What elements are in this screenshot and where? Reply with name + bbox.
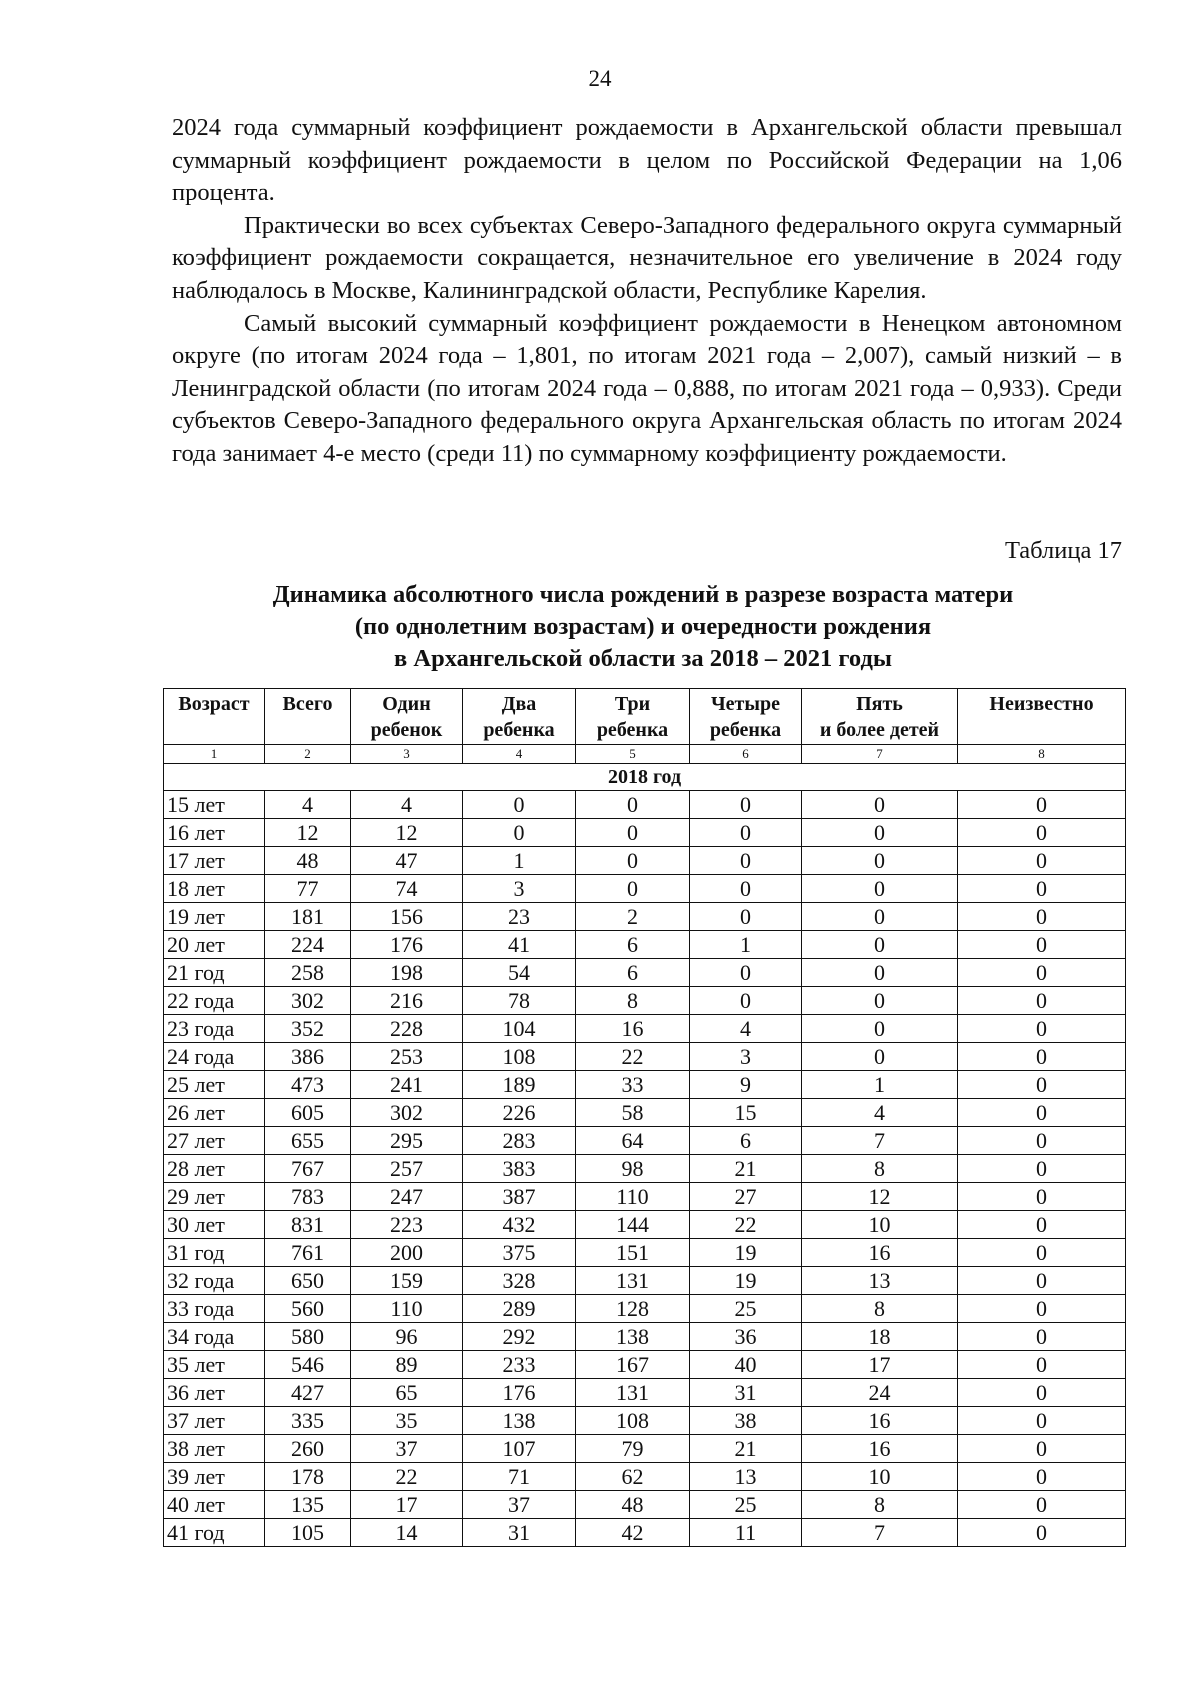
value-cell: 0 [576,875,690,903]
age-cell: 20 лет [164,931,265,959]
table-row [164,1519,1126,1547]
value-cell: 0 [958,987,1126,1015]
value-cell: 383 [463,1155,576,1183]
value-cell: 16 [802,1435,958,1463]
table-row [164,1379,1126,1407]
value-cell: 1 [690,931,802,959]
value-cell: 7 [802,1127,958,1155]
column-number: 3 [351,745,463,764]
value-cell: 387 [463,1183,576,1211]
paragraph-1: 2024 года суммарный коэффициент рождаемости в Архангельской области превышал суммарный коэффициент рождаемости в целом по Российской Федерации на 1,06 процента. [172,114,1122,207]
value-cell: 258 [265,959,351,987]
value-cell: 38 [690,1407,802,1435]
age-cell: 41 год [164,1519,265,1547]
value-cell: 181 [265,903,351,931]
value-cell: 65 [351,1379,463,1407]
value-cell: 37 [351,1435,463,1463]
value-cell: 546 [265,1351,351,1379]
column-header-line: ребенка [709,719,782,741]
value-cell: 110 [576,1183,690,1211]
column-header-line: ребенка [596,719,669,741]
value-cell: 0 [958,1043,1126,1071]
value-cell: 31 [690,1379,802,1407]
value-cell: 198 [351,959,463,987]
value-cell: 228 [351,1015,463,1043]
value-cell: 62 [576,1463,690,1491]
paragraph-3: Самый высокий суммарный коэффициент рождаемости в Ненецком автономном округе (по итогам 2024 года – 1,801, по итогам 2021 года – 2,007), самый низкий – в Ленинградской области (по итогам 2024 года – 0,888, по итогам 2021 года – 0,933). Среди субъектов Северо-Западного федерального округа Архангельская область по итогам 2024 года занимает 4-е место (среди 11) по суммарному коэффициенту рождаемости. [172,309,1122,467]
table-row [164,959,1126,987]
value-cell: 0 [690,847,802,875]
table-row [164,819,1126,847]
table-row [164,791,1126,819]
table-row [164,1491,1126,1519]
column-header [802,689,958,745]
value-cell: 98 [576,1155,690,1183]
value-cell: 151 [576,1239,690,1267]
value-cell: 8 [576,987,690,1015]
value-cell: 8 [802,1295,958,1323]
table-header-row [164,689,1126,745]
value-cell: 6 [576,931,690,959]
value-cell: 4 [802,1099,958,1127]
column-number: 5 [576,745,690,764]
value-cell: 4 [265,791,351,819]
value-cell: 0 [690,987,802,1015]
table-row [164,1463,1126,1491]
value-cell: 0 [958,1379,1126,1407]
value-cell: 18 [802,1323,958,1351]
value-cell: 19 [690,1239,802,1267]
age-cell: 36 лет [164,1379,265,1407]
value-cell: 0 [958,847,1126,875]
column-header [265,689,351,745]
column-header-line: Неизвестно [989,693,1094,715]
value-cell: 0 [958,1435,1126,1463]
value-cell: 110 [351,1295,463,1323]
value-cell: 0 [958,1463,1126,1491]
age-cell: 21 год [164,959,265,987]
value-cell: 253 [351,1043,463,1071]
table-row [164,1015,1126,1043]
table-row [164,1239,1126,1267]
value-cell: 0 [958,903,1126,931]
value-cell: 108 [576,1407,690,1435]
value-cell: 108 [463,1043,576,1071]
value-cell: 77 [265,875,351,903]
value-cell: 58 [576,1099,690,1127]
age-cell: 40 лет [164,1491,265,1519]
value-cell: 655 [265,1127,351,1155]
value-cell: 223 [351,1211,463,1239]
value-cell: 2 [576,903,690,931]
column-header [958,689,1126,745]
value-cell: 48 [265,847,351,875]
value-cell: 328 [463,1267,576,1295]
table-row [164,1295,1126,1323]
table-row [164,1043,1126,1071]
value-cell: 241 [351,1071,463,1099]
value-cell: 78 [463,987,576,1015]
value-cell: 0 [958,1071,1126,1099]
value-cell: 580 [265,1323,351,1351]
value-cell: 335 [265,1407,351,1435]
value-cell: 12 [265,819,351,847]
table-row [164,1071,1126,1099]
value-cell: 27 [690,1183,802,1211]
value-cell: 22 [690,1211,802,1239]
table-row [164,1267,1126,1295]
table-row [164,1211,1126,1239]
value-cell: 650 [265,1267,351,1295]
value-cell: 295 [351,1127,463,1155]
value-cell: 0 [802,875,958,903]
value-cell: 128 [576,1295,690,1323]
column-header-line: Возраст [178,693,250,715]
value-cell: 37 [463,1491,576,1519]
column-header-line: Четыре [711,693,780,715]
value-cell: 0 [958,1407,1126,1435]
value-cell: 233 [463,1351,576,1379]
value-cell: 216 [351,987,463,1015]
value-cell: 560 [265,1295,351,1323]
age-cell: 28 лет [164,1155,265,1183]
value-cell: 10 [802,1211,958,1239]
value-cell: 0 [958,1351,1126,1379]
value-cell: 200 [351,1239,463,1267]
column-number: 2 [265,745,351,764]
column-header-line: ребенок [370,719,443,741]
value-cell: 13 [802,1267,958,1295]
value-cell: 22 [351,1463,463,1491]
value-cell: 0 [958,1211,1126,1239]
value-cell: 0 [690,875,802,903]
value-cell: 104 [463,1015,576,1043]
value-cell: 260 [265,1435,351,1463]
table-row [164,1407,1126,1435]
value-cell: 4 [690,1015,802,1043]
age-cell: 25 лет [164,1071,265,1099]
value-cell: 761 [265,1239,351,1267]
column-number-row [164,745,1126,764]
value-cell: 21 [690,1155,802,1183]
value-cell: 0 [958,1239,1126,1267]
value-cell: 40 [690,1351,802,1379]
value-cell: 41 [463,931,576,959]
value-cell: 1 [802,1071,958,1099]
value-cell: 178 [265,1463,351,1491]
value-cell: 1 [463,847,576,875]
value-cell: 35 [351,1407,463,1435]
value-cell: 0 [690,791,802,819]
value-cell: 64 [576,1127,690,1155]
value-cell: 176 [351,931,463,959]
value-cell: 9 [690,1071,802,1099]
column-header [463,689,576,745]
age-cell: 38 лет [164,1435,265,1463]
column-header [690,689,802,745]
value-cell: 25 [690,1295,802,1323]
value-cell: 16 [802,1407,958,1435]
value-cell: 10 [802,1463,958,1491]
paragraph-2: Практически во всех субъектах Северо-Западного федерального округа суммарный коэффициент рождаемости сокращается, незначительное его увеличение в 2024 году наблюдалось в Москве, Калининградской области, Республике Карелия. [172,211,1122,304]
table-row [164,931,1126,959]
value-cell: 247 [351,1183,463,1211]
column-header-line: Пять [856,693,903,715]
value-cell: 0 [958,1519,1126,1547]
value-cell: 0 [958,1155,1126,1183]
age-cell: 24 года [164,1043,265,1071]
age-cell: 17 лет [164,847,265,875]
value-cell: 17 [351,1491,463,1519]
age-cell: 35 лет [164,1351,265,1379]
age-cell: 27 лет [164,1127,265,1155]
value-cell: 156 [351,903,463,931]
column-header-line: и более детей [819,719,940,741]
value-cell: 12 [802,1183,958,1211]
age-cell: 39 лет [164,1463,265,1491]
value-cell: 22 [576,1043,690,1071]
column-header-line: Всего [282,693,333,715]
value-cell: 0 [690,819,802,847]
age-cell: 32 года [164,1267,265,1295]
value-cell: 131 [576,1379,690,1407]
value-cell: 144 [576,1211,690,1239]
table-row [164,1351,1126,1379]
value-cell: 189 [463,1071,576,1099]
year-label: 2018 год [164,764,1126,791]
value-cell: 605 [265,1099,351,1127]
value-cell: 79 [576,1435,690,1463]
age-cell: 26 лет [164,1099,265,1127]
value-cell: 138 [576,1323,690,1351]
value-cell: 0 [802,791,958,819]
table-title [160,579,1126,675]
value-cell: 135 [265,1491,351,1519]
value-cell: 25 [690,1491,802,1519]
value-cell: 74 [351,875,463,903]
value-cell: 283 [463,1127,576,1155]
value-cell: 0 [958,959,1126,987]
table-row [164,1155,1126,1183]
column-header-line: Два [501,693,537,715]
value-cell: 0 [958,1491,1126,1519]
column-number: 1 [164,745,265,764]
table-label: Таблица 17 [1004,537,1122,564]
value-cell: 71 [463,1463,576,1491]
age-cell: 37 лет [164,1407,265,1435]
value-cell: 131 [576,1267,690,1295]
value-cell: 19 [690,1267,802,1295]
age-cell: 33 года [164,1295,265,1323]
value-cell: 167 [576,1351,690,1379]
column-header-line: Три [614,693,651,715]
value-cell: 352 [265,1015,351,1043]
value-cell: 15 [690,1099,802,1127]
year-row [164,764,1126,791]
value-cell: 0 [958,931,1126,959]
table-title-line-3: в Архангельской области за 2018 – 2021 годы [394,645,892,672]
value-cell: 0 [958,1099,1126,1127]
column-number: 6 [690,745,802,764]
table-title-line-1: Динамика абсолютного числа рождений в разрезе возраста матери [272,581,1014,608]
value-cell: 0 [958,1323,1126,1351]
column-number: 4 [463,745,576,764]
value-cell: 36 [690,1323,802,1351]
value-cell: 31 [463,1519,576,1547]
value-cell: 11 [690,1519,802,1547]
table-row [164,903,1126,931]
value-cell: 0 [802,1015,958,1043]
value-cell: 48 [576,1491,690,1519]
value-cell: 42 [576,1519,690,1547]
value-cell: 226 [463,1099,576,1127]
value-cell: 0 [802,819,958,847]
value-cell: 16 [802,1239,958,1267]
value-cell: 13 [690,1463,802,1491]
value-cell: 6 [690,1127,802,1155]
age-cell: 29 лет [164,1183,265,1211]
births-table [163,688,1126,1547]
value-cell: 159 [351,1267,463,1295]
value-cell: 0 [958,1015,1126,1043]
value-cell: 4 [351,791,463,819]
age-cell: 22 года [164,987,265,1015]
value-cell: 0 [690,903,802,931]
value-cell: 8 [802,1491,958,1519]
value-cell: 0 [958,1127,1126,1155]
value-cell: 0 [463,819,576,847]
value-cell: 289 [463,1295,576,1323]
value-cell: 12 [351,819,463,847]
value-cell: 224 [265,931,351,959]
value-cell: 89 [351,1351,463,1379]
value-cell: 54 [463,959,576,987]
value-cell: 767 [265,1155,351,1183]
column-number: 7 [802,745,958,764]
column-number: 8 [958,745,1126,764]
column-header-line: ребенка [483,719,555,741]
value-cell: 23 [463,903,576,931]
table-title-line-2: (по однолетним возрастам) и очередности рождения [354,613,932,640]
value-cell: 0 [802,987,958,1015]
value-cell: 0 [802,903,958,931]
value-cell: 0 [576,819,690,847]
value-cell: 107 [463,1435,576,1463]
value-cell: 0 [576,847,690,875]
value-cell: 783 [265,1183,351,1211]
value-cell: 831 [265,1211,351,1239]
value-cell: 16 [576,1015,690,1043]
value-cell: 257 [351,1155,463,1183]
value-cell: 302 [351,1099,463,1127]
value-cell: 0 [802,1043,958,1071]
value-cell: 47 [351,847,463,875]
value-cell: 96 [351,1323,463,1351]
value-cell: 0 [576,791,690,819]
column-header [351,689,463,745]
value-cell: 3 [690,1043,802,1071]
value-cell: 0 [958,1295,1126,1323]
value-cell: 17 [802,1351,958,1379]
value-cell: 292 [463,1323,576,1351]
table-row [164,1183,1126,1211]
value-cell: 3 [463,875,576,903]
value-cell: 375 [463,1239,576,1267]
value-cell: 0 [958,819,1126,847]
column-header-line: Один [382,693,431,715]
value-cell: 473 [265,1071,351,1099]
value-cell: 0 [802,931,958,959]
value-cell: 386 [265,1043,351,1071]
value-cell: 0 [958,1183,1126,1211]
age-cell: 15 лет [164,791,265,819]
value-cell: 176 [463,1379,576,1407]
value-cell: 0 [463,791,576,819]
column-header [164,689,265,745]
table-row [164,875,1126,903]
age-cell: 31 год [164,1239,265,1267]
value-cell: 302 [265,987,351,1015]
value-cell: 0 [958,1267,1126,1295]
value-cell: 138 [463,1407,576,1435]
table-row [164,847,1126,875]
value-cell: 14 [351,1519,463,1547]
age-cell: 30 лет [164,1211,265,1239]
table-row [164,1127,1126,1155]
age-cell: 23 года [164,1015,265,1043]
value-cell: 427 [265,1379,351,1407]
value-cell: 0 [958,875,1126,903]
column-header [576,689,690,745]
value-cell: 33 [576,1071,690,1099]
age-cell: 19 лет [164,903,265,931]
age-cell: 34 года [164,1323,265,1351]
value-cell: 21 [690,1435,802,1463]
value-cell: 0 [802,847,958,875]
value-cell: 0 [802,959,958,987]
value-cell: 105 [265,1519,351,1547]
table-row [164,1435,1126,1463]
body-text [172,112,1122,471]
page-number: 24 [588,66,612,91]
table-row [164,1323,1126,1351]
table-row [164,987,1126,1015]
value-cell: 0 [958,791,1126,819]
table-row [164,1099,1126,1127]
value-cell: 0 [690,959,802,987]
value-cell: 7 [802,1519,958,1547]
value-cell: 6 [576,959,690,987]
value-cell: 24 [802,1379,958,1407]
age-cell: 16 лет [164,819,265,847]
age-cell: 18 лет [164,875,265,903]
value-cell: 8 [802,1155,958,1183]
value-cell: 432 [463,1211,576,1239]
